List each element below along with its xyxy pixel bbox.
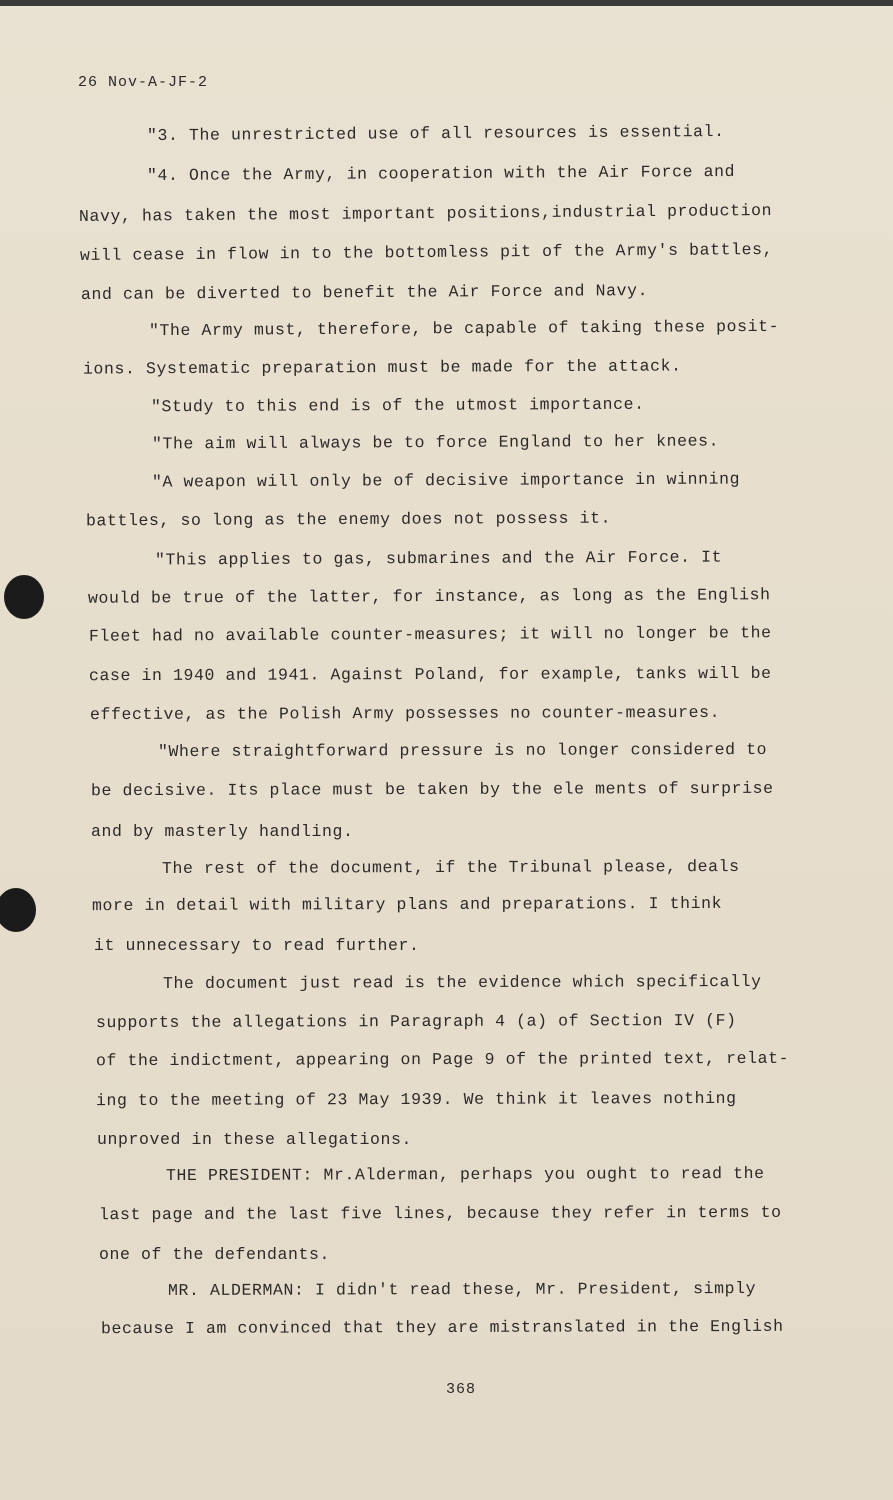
text-line: and can be diverted to benefit the Air Force and Navy. (80, 281, 649, 304)
page-number: 368 (446, 1381, 477, 1398)
text-line: "This applies to gas, submarines and the Air Force. It (154, 547, 723, 570)
text-line: it unnecessary to read further. (94, 936, 420, 955)
text-line: The rest of the document, if the Tribunal please, deals (161, 856, 740, 879)
text-line: be decisive. Its place must be taken by the ele ments of surprise (90, 778, 774, 801)
text-line: MR. ALDERMAN: I didn't read these, Mr. President, simply (167, 1278, 757, 1301)
text-line: "A weapon will only be of decisive importance in winning (151, 469, 741, 492)
text-line: battles, so long as the enemy does not possess it. (85, 508, 612, 531)
text-line: "3. The unrestricted use of all resources is essential. (146, 121, 725, 146)
text-line: unproved in these allegations. (97, 1130, 413, 1149)
scan-top-edge (0, 0, 893, 6)
text-line: The document just read is the evidence which specifically (162, 971, 762, 994)
text-line: would be true of the latter, for instance, as long as the English (87, 585, 771, 608)
text-line: last page and the last five lines, because they refer in terms to (98, 1202, 782, 1225)
text-line: of the indictment, appearing on Page 9 of the printed text, relat- (95, 1048, 790, 1071)
text-line: effective, as the Polish Army possesses no counter-measures. (89, 702, 721, 725)
text-line: more in detail with military plans and preparations. I think (91, 893, 723, 916)
text-line: will cease in flow in to the bottomless pit of the Army's battles, (79, 239, 774, 266)
text-line: supports the allegations in Paragraph 4 (a) of Section IV (F) (95, 1010, 737, 1033)
text-line: "The aim will always be to force England to her knees. (151, 431, 720, 454)
text-line: case in 1940 and 1941. Against Poland, for example, tanks will be (88, 663, 772, 686)
text-line: ing to the meeting of 23 May 1939. We think it leaves nothing (95, 1088, 737, 1111)
text-line: "4. Once the Army, in cooperation with the Air Force and (146, 161, 736, 186)
text-line: Fleet had no available counter-measures; it will no longer be the (88, 623, 772, 646)
punch-hole (0, 888, 36, 932)
text-line: because I am convinced that they are mistranslated in the English (100, 1316, 784, 1339)
text-line: one of the defendants. (99, 1245, 331, 1264)
text-line: Navy, has taken the most important positions,industrial production (78, 200, 773, 227)
punch-hole (4, 575, 44, 619)
text-line: "The Army must, therefore, be capable of taking these posit- (148, 316, 780, 341)
text-line: "Study to this end is of the utmost importance. (150, 394, 645, 417)
text-line: and by masterly handling. (91, 822, 354, 841)
page-header: 26 Nov-A-JF-2 (78, 74, 209, 91)
text-line: ions. Systematic preparation must be made for the attack. (82, 356, 682, 379)
text-line: "Where straightforward pressure is no longer considered to (157, 739, 768, 762)
text-line: THE PRESIDENT: Mr.Alderman, perhaps you ought to read the (165, 1163, 765, 1186)
